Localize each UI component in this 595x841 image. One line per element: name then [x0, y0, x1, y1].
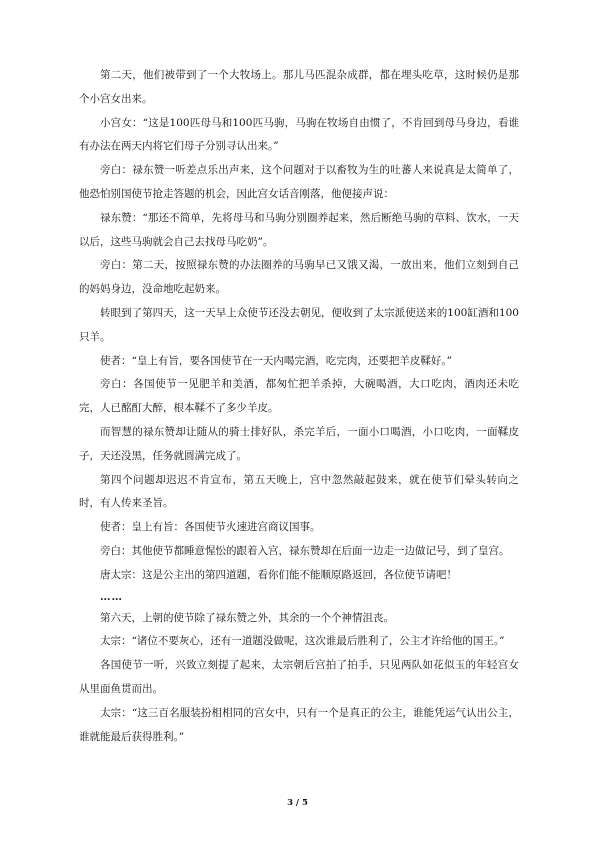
paragraph: 小宫女：“这是100匹母马和100匹马驹，马驹在牧场自由惯了，不肯回到母马身边，看谁有办法在两天内将它们母子分别寻认出来。” [79, 116, 519, 153]
paragraph: 太宗：“这三百名服装扮相相同的宫女中，只有一个是真正的公主，谁能凭运气认出公主，谁就能最后获得胜利。” [79, 706, 519, 743]
paragraph: 使者：皇上有旨：各国使节火速进宫商议国事。 [100, 521, 321, 534]
paragraph: 唐太宗：这是公主出的第四道题，看你们能不能顺原路返回，各位使节请吧！ [100, 568, 457, 581]
paragraph: 转眼到了第四天，这一天早上众使节还没去朝见，便收到了太宗派使送来的100缸酒和100只羊。 [79, 306, 519, 343]
page-body [79, 64, 519, 749]
paragraph: 太宗：“诸位不要灰心，还有一道题没做呢，这次谁最后胜利了，公主才许给他的国王。” [100, 635, 505, 648]
paragraph: 旁白：禄东赞一听差点乐出声来，这个问题对于以畜牧为生的吐蕃人来说真是太简单了，他恐怕别国使节抢走答题的机会，因此宫女话音刚落，他便接声说： [79, 164, 519, 200]
ellipsis-separator: …… [100, 590, 123, 603]
paragraph: 禄东赞：“那还不简单，先将母马和马驹分别圈养起来，然后断绝马驹的草料、饮水，一天以后，这些马驹就会自己去找母马吃奶”。 [79, 211, 519, 248]
paragraph: 旁白：其他使节都睡意惺忪的跟着入宫，禄东赞却在后面一边走一边做记号，到了皇宫。 [100, 544, 510, 557]
page-number: 3 / 5 [287, 798, 308, 808]
paragraph: 第六天，上朝的使节除了禄东赞之外，其余的一个个神情沮丧。 [100, 611, 394, 624]
paragraph: 旁白：第二天，按照禄东赞的办法圈养的马驹早已又饿又渴，一放出来，他们立刻到自己的妈妈身边，没命地吃起奶来。 [79, 259, 519, 296]
paragraph: 第四个问题却迟迟不肯宣布，第五天晚上，宫中忽然敲起鼓来，就在使节们晕头转向之时，有人传来圣旨。 [79, 473, 519, 510]
paragraph: 而智慧的禄东赞却让随从的骑士排好队，杀完羊后，一面小口喝酒，小口吃肉，一面鞣皮子，天还没黑，任务就圆满完成了。 [79, 425, 519, 462]
paragraph: 各国使节一听，兴致立刻提了起来，太宗朝后宫拍了拍手，只见两队如花似玉的年轻宫女从里面鱼贯而出。 [79, 659, 519, 695]
paragraph: 第二天，他们被带到了一个大牧场上。那儿马匹混杂成群，都在埋头吃草，这时候仍是那个小宫女出来。 [79, 69, 519, 105]
paragraph: 使者：“皇上有旨，要各国使节在一天内喝完酒，吃完肉，还要把羊皮鞣好。” [100, 354, 452, 367]
paragraph: 旁白：各国使节一见肥羊和美酒，都匆忙把羊杀掉，大碗喝酒，大口吃肉，酒肉还未吃完，人已酩酊大醉，根本鞣不了多少羊皮。 [79, 378, 519, 415]
